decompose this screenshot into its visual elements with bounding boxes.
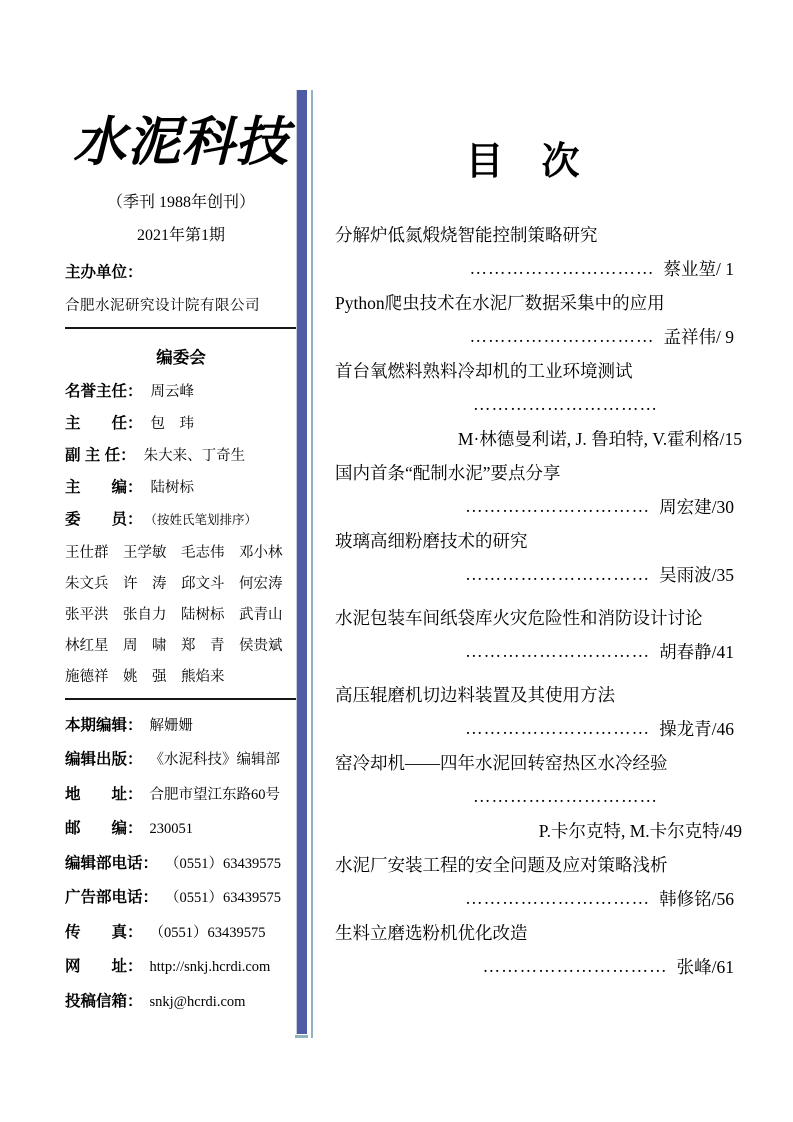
info-value: （0551）63439575 [165,855,282,872]
toc-title: 生料立磨选粉机优化改造 [335,922,528,943]
toc-author-page: 韩修铭/56 [659,888,734,909]
member-name: 张平洪 [65,606,109,623]
toc-title: 首台氧燃料熟料冷却机的工业环境测试 [335,360,633,381]
dots-leader: ………………………… [465,640,651,661]
left-column [65,100,297,1023]
toc-title: 分解炉低氮煅烧智能控制策略研究 [335,224,598,245]
toc-ref-line [335,251,770,285]
info-label: 邮 编： [65,820,143,838]
role-row [65,443,297,464]
toc-entry [335,677,770,745]
member-name: 王仕群 [65,544,109,561]
toc-author-page: 孟祥伟/ 9 [663,326,734,347]
info-label: 投稿信箱： [65,992,143,1010]
toc-author-page: 张峰/61 [676,956,734,977]
member-name: 姚 强 [123,668,167,685]
info-value: 合肥市望江东路60号 [149,786,281,803]
toc-entry [335,217,770,285]
editorial-roles [65,379,297,528]
toc-ref-line [335,881,770,915]
members-grid [65,541,297,686]
toc-entry [335,353,770,455]
horizontal-rule [65,327,297,329]
role-label: 副 主 任： [65,446,136,464]
info-row [65,954,297,975]
info-value: 解姗姗 [149,717,194,734]
toc-title: 高压辊磨机切边料装置及其使用方法 [335,684,615,705]
sponsor-name: 合肥水泥研究设计院有限公司 [65,297,260,314]
dots-leader: ………………………… [473,393,658,414]
member-name: 郑 青 [181,637,225,654]
dots-leader: ………………………… [465,717,651,738]
toc-heading: 目 次 [465,141,580,183]
member-name: 施德祥 [65,668,109,685]
role-value: 陆树标 [150,479,195,496]
role-label: 名誉主任： [65,382,143,400]
member-name: 毛志伟 [181,544,225,561]
toc-list [335,217,770,983]
info-value: （0551）63439575 [149,924,266,941]
member-name: 王学敏 [123,544,167,561]
toc-dots-line [335,779,770,813]
info-label: 广告部电话： [65,889,159,907]
toc-author-page: 蔡业堃/ 1 [663,258,734,279]
toc-title: 窑冷却机——四年水泥回转窑热区水冷经验 [335,752,668,773]
member-name: 侯贵斌 [239,637,283,654]
role-row [65,411,297,432]
toc-title: 国内首条“配制水泥”要点分享 [335,462,561,483]
info-row [65,920,297,941]
member-name: 武青山 [239,606,283,623]
toc-entry [335,600,770,668]
role-note: （按姓氏笔划排序） [144,512,258,527]
member-name: 陆树标 [181,606,225,623]
info-value: 《水泥科技》编辑部 [149,752,281,769]
member-name: 何宏涛 [239,575,283,592]
role-value: 周云峰 [150,383,195,400]
toc-author-page: 操龙青/46 [659,718,734,739]
dots-leader: ………………………… [465,563,651,584]
toc-author-page: P.卡尔克特, M.卡尔克特/49 [538,820,742,841]
info-value: （0551）63439575 [165,890,282,907]
role-value: 朱大来、丁奇生 [143,447,246,464]
info-label: 编辑部电话： [65,854,159,872]
toc-title: Python爬虫技术在水泥厂数据采集中的应用 [335,292,665,313]
toc-title: 玻璃高细粉磨技术的研究 [335,530,528,551]
divider-blue-bar [296,90,307,1034]
info-row [65,816,297,837]
sponsor-label: 主办单位： [65,263,143,281]
info-row [65,989,297,1010]
dots-leader: ………………………… [473,785,658,806]
info-label: 网 址： [65,958,143,976]
toc-title: 水泥厂安装工程的安全问题及应对策略浅析 [335,854,668,875]
member-name: 许 涛 [123,575,167,592]
member-name: 朱文兵 [65,575,109,592]
toc-entry [335,285,770,353]
dots-leader: ………………………… [465,887,651,908]
dots-leader: ………………………… [469,257,655,278]
info-row [65,713,297,734]
email-address: snkj@hcrdi.com [149,993,246,1010]
toc-ref-line [335,489,770,523]
toc-ref-line [335,557,770,591]
info-value: 230051 [149,821,194,838]
toc-author-page: 胡春静/41 [659,641,734,662]
dots-leader: ………………………… [465,495,651,516]
role-row [65,475,297,496]
role-row [65,507,297,528]
toc-entry [335,745,770,847]
toc-dots-line [335,387,770,421]
member-name: 周 啸 [123,637,167,654]
info-label: 地 址： [65,785,143,803]
info-row [65,747,297,768]
role-label: 主 任： [65,414,143,432]
toc-ref-line [335,711,770,745]
toc-entry [335,915,770,983]
member-name: 邱文斗 [181,575,225,592]
member-name: 邓小林 [239,544,283,561]
toc-column [335,0,770,983]
info-label: 本期编辑： [65,716,143,734]
publication-info [65,713,297,1010]
role-row [65,379,297,400]
toc-ref-line [335,634,770,668]
toc-ref-line [335,949,770,983]
info-row [65,885,297,906]
role-label: 主 编： [65,478,143,496]
vertical-divider [296,90,314,1034]
member-name: 林红星 [65,637,109,654]
info-label: 传 真： [65,923,143,941]
horizontal-rule [65,698,297,700]
toc-title: 水泥包装车间纸袋库火灾危险性和消防设计讨论 [335,607,703,628]
info-row [65,782,297,803]
issue-number: 2021年第1期 [136,226,225,244]
website-url: http://snkj.hcrdi.com [149,959,271,976]
toc-author-page: M·林德曼利诺, J. 鲁珀特, V.霍利格/15 [457,428,742,449]
role-label: 委 员： [65,510,143,528]
member-name: 张自力 [123,606,167,623]
dots-leader: ………………………… [482,955,668,976]
member-name: 熊焰来 [181,668,225,685]
info-row [65,851,297,872]
toc-ref-line [335,319,770,353]
journal-subtitle: （季刊 1988年创刊） [106,193,255,211]
toc-author-page: 周宏建/30 [659,496,734,517]
member-name [239,665,297,686]
editorial-board-header: 编委会 [156,348,206,367]
divider-foot-line [295,1035,308,1038]
dots-leader: ………………………… [469,325,655,346]
journal-title: 水泥科技 [73,111,289,173]
toc-entry [335,847,770,915]
toc-author-page: 吴雨波/35 [659,564,734,585]
info-label: 编辑出版： [65,751,143,769]
role-value: 包 玮 [150,415,195,432]
divider-teal-line [311,90,313,1038]
toc-entry [335,523,770,591]
toc-entry [335,455,770,523]
